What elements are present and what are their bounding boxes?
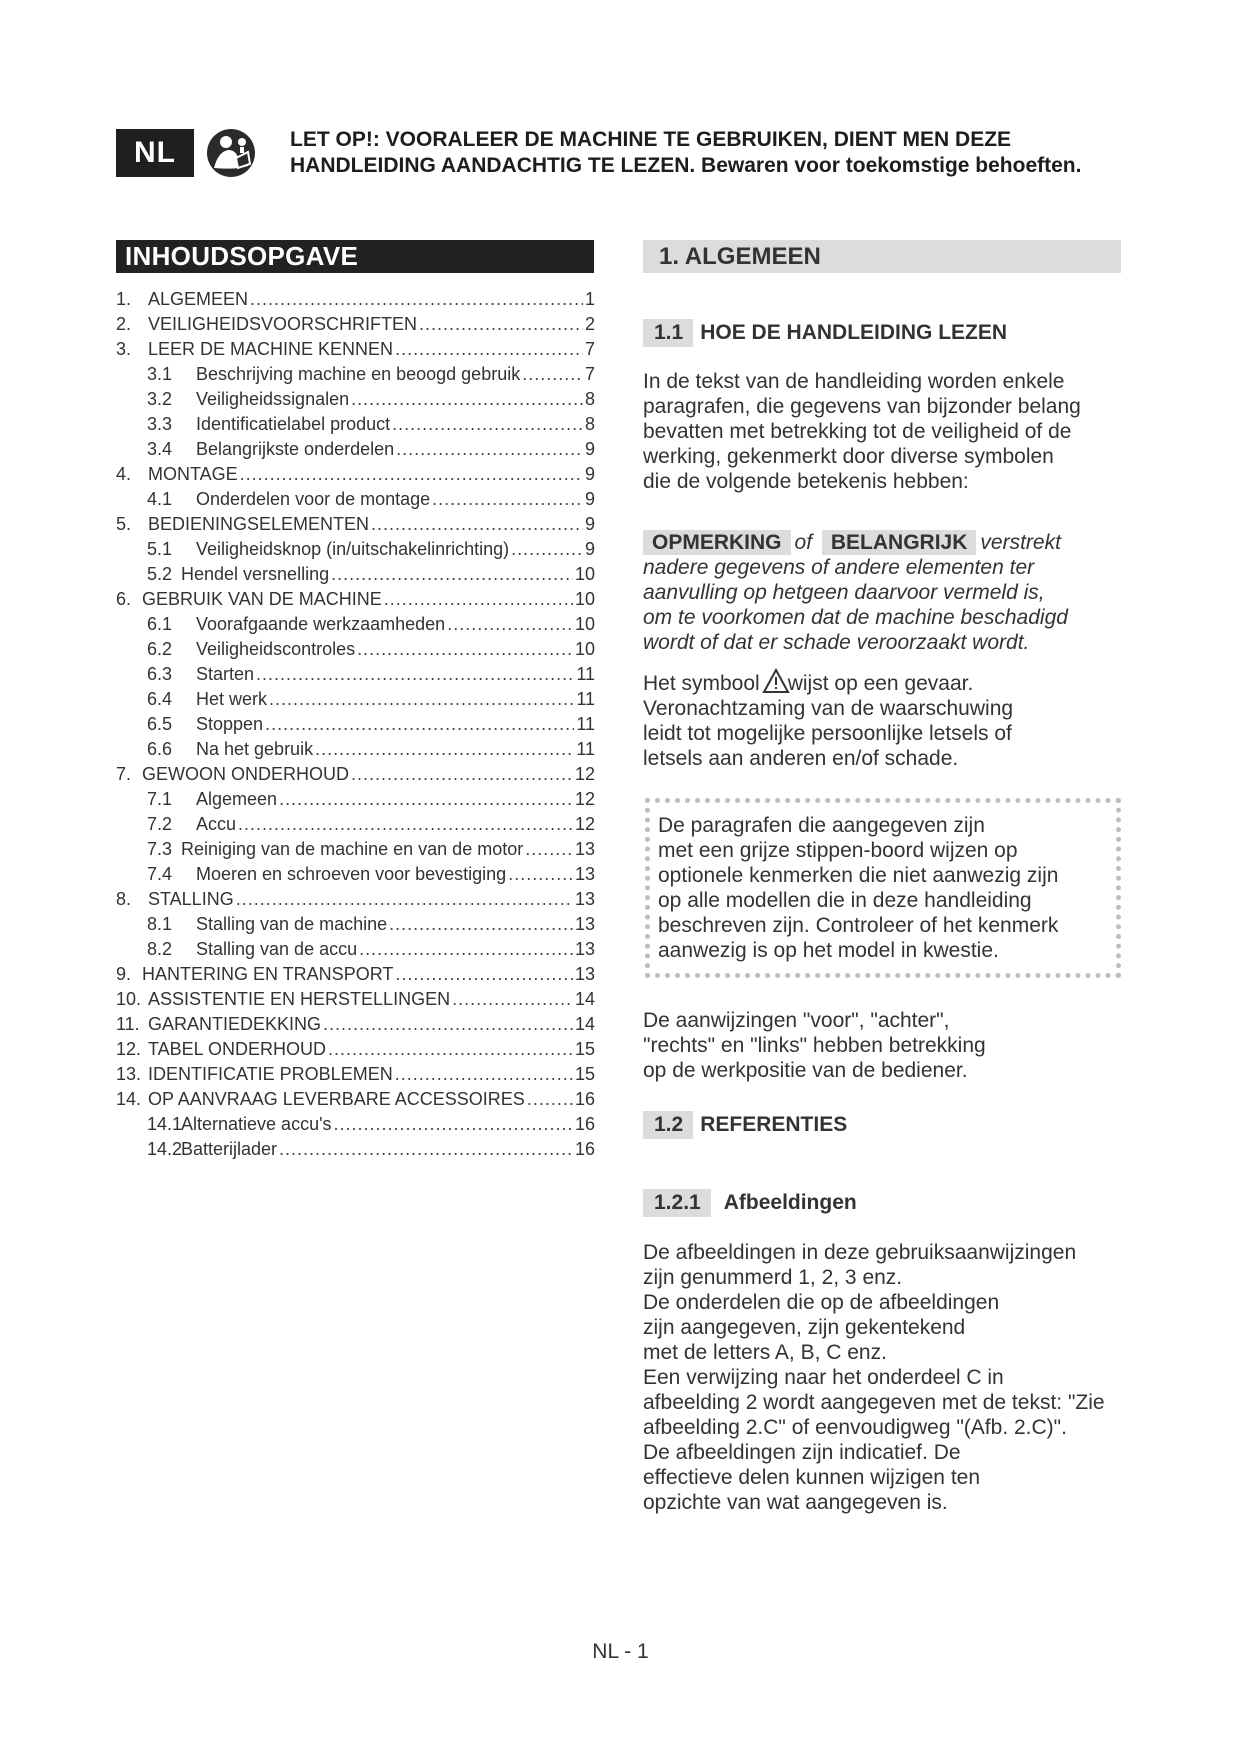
subsection-heading-1-2-1: [643, 1189, 857, 1217]
toc-entry[interactable]: 12. TABEL ONDERHOUD ..... 15: [116, 1039, 595, 1064]
toc-entry[interactable]: 6.6 Na het gebruik ..... 11: [116, 739, 595, 764]
toc-entry[interactable]: 3.2 Veiligheidssignalen ..... 8: [116, 389, 595, 414]
subsection-number: 1.1: [643, 319, 693, 347]
toc-title: INHOUDSOPGAVE: [116, 240, 594, 273]
language-badge: NL: [116, 129, 194, 177]
toc-entry[interactable]: 8.2 Stalling van de accu ..... 13: [116, 939, 595, 964]
toc-entry[interactable]: 6.4 Het werk ..... 11: [116, 689, 595, 714]
toc-entry[interactable]: 6.5 Stoppen ..... 11: [116, 714, 595, 739]
intro-paragraph: In de tekst van de handleiding worden enkele paragrafen, die gegevens van bijzonder belang bevatten met betrekking tot de veiligheid of de werking, gekenmerkt door diverse symbolen die de volgende betekenis hebben:: [643, 370, 1081, 493]
symbol-paragraph: Het symbool wijst op een gevaar. Veronachtzaming van de waarschuwing leidt tot mogelijke persoonlijke letsels of letsels aan anderen en/of schade.: [643, 668, 1133, 771]
toc-entry[interactable]: 4. MONTAGE ..... 9: [116, 464, 595, 489]
note-tag-opmerking: OPMERKING: [643, 530, 791, 555]
section-title-algemeen: 1. ALGEMEEN: [643, 240, 1121, 273]
note-tag-belangrijk: BELANGRIJK: [822, 530, 977, 555]
toc-entry[interactable]: 3.3 Identificatielabel product ..... 8: [116, 414, 595, 439]
toc-entry[interactable]: 3. LEER DE MACHINE KENNEN ..... 7: [116, 339, 595, 364]
toc-entry[interactable]: 7.1 Algemeen ..... 12: [116, 789, 595, 814]
toc-entry[interactable]: 14.1 Alternatieve accu's ..... 16: [116, 1114, 595, 1139]
toc-entry[interactable]: 8.1 Stalling van de machine ..... 13: [116, 914, 595, 939]
subsection-title: REFERENTIES: [700, 1113, 848, 1136]
toc-entry[interactable]: 7. GEWOON ONDERHOUD ..... 12: [116, 764, 595, 789]
toc-entry[interactable]: 4.1 Onderdelen voor de montage ..... 9: [116, 489, 595, 514]
optional-features-text: De paragrafen die aangegeven zijn met een grijze stippen-boord wijzen op optionele kenmerken die niet aanwezig zijn op alle modellen die in deze handleiding beschreven zijn. Controleer of het kenmerk aanwezig is op het model in kwestie.: [658, 814, 1059, 962]
warning-line-2: HANDLEIDING AANDACHTIG TE LEZEN. Bewaren voor toekomstige behoeften.: [290, 154, 1082, 177]
toc-entry[interactable]: 14.2 Batterijlader ..... 16: [116, 1139, 595, 1164]
toc-entry[interactable]: 6.1 Voorafgaande werkzaamheden ..... 10: [116, 614, 595, 639]
toc-entry[interactable]: 1. ALGEMEEN ..... 1: [116, 289, 595, 314]
toc-entry[interactable]: 6. GEBRUIK VAN DE MACHINE ..... 10: [116, 589, 595, 614]
warning-line-1: LET OP!: VOORALEER DE MACHINE TE GEBRUIKEN, DIENT MEN DEZE: [290, 128, 1012, 151]
toc-entry[interactable]: 7.2 Accu ..... 12: [116, 814, 595, 839]
toc-entry[interactable]: 5.2 Hendel versnelling ..... 10: [116, 564, 595, 589]
figures-paragraph: De afbeeldingen in deze gebruiksaanwijzingen zijn genummerd 1, 2, 3 enz. De onderdelen die op de afbeeldingen zijn aangegeven, zijn gekentekend met de letters A, B, C enz. Een verwijzing naar het onderdeel C in afbeelding 2 wordt aangegeven met de tekst: "Zie afbeelding 2.C" of eenvoudigweg "(Afb. 2.C)". De afbeeldingen zijn indicatief. De effectieve delen kunnen wijzigen ten opzichte van wat aangegeven is.: [643, 1241, 1105, 1514]
subsection-heading-1-2: [643, 1111, 847, 1139]
subsection-number: 1.2.1: [643, 1189, 711, 1217]
subsection-heading-1-1: [643, 319, 1007, 347]
toc-entry[interactable]: 10. ASSISTENTIE EN HERSTELLINGEN ..... 14: [116, 989, 595, 1014]
directions-paragraph: De aanwijzingen "voor", "achter", "rechts" en "links" hebben betrekking op de werkpositie van de bediener.: [643, 1009, 986, 1082]
subsection-title: Afbeeldingen: [723, 1191, 857, 1214]
warning-triangle-icon: [762, 668, 790, 694]
page-number: NL - 1: [592, 1640, 649, 1663]
toc-entry[interactable]: 2. VEILIGHEIDSVOORSCHRIFTEN ..... 2: [116, 314, 595, 339]
toc-entry[interactable]: 7.4 Moeren en schroeven voor bevestiging ..... 13: [116, 864, 595, 889]
toc-entry[interactable]: 3.1 Beschrijving machine en beoogd gebruik ..... 7: [116, 364, 595, 389]
toc-entry[interactable]: 11. GARANTIEDEKKING ..... 14: [116, 1014, 595, 1039]
note-paragraph: OPMERKING of BELANGRIJK verstrekt nadere gegevens of andere elementen ter aanvulling op hetgeen daarvoor vermeld is, om te voorkomen dat de machine beschadigd wordt of dat er schade veroorzaakt wordt.: [643, 531, 1068, 654]
toc-entry[interactable]: 5.1 Veiligheidsknop (in/uitschakelinrichting) ..... 9: [116, 539, 595, 564]
toc-entry[interactable]: 9. HANTERING EN TRANSPORT ..... 13: [116, 964, 595, 989]
toc-entry[interactable]: 8. STALLING ..... 13: [116, 889, 595, 914]
toc-entry[interactable]: 6.3 Starten ..... 11: [116, 664, 595, 689]
toc-entry[interactable]: 5. BEDIENINGSELEMENTEN ..... 9: [116, 514, 595, 539]
subsection-title: HOE DE HANDLEIDING LEZEN: [700, 321, 1008, 344]
read-manual-icon: [206, 128, 256, 178]
subsection-number: 1.2: [643, 1111, 693, 1139]
warning-notice: [290, 127, 1170, 179]
toc-entry[interactable]: 3.4 Belangrijkste onderdelen ..... 9: [116, 439, 595, 464]
toc-entry[interactable]: 14. OP AANVRAAG LEVERBARE ACCESSOIRES ..... 16: [116, 1089, 595, 1114]
toc-entry[interactable]: 7.3 Reiniging van de machine en van de motor ..... 13: [116, 839, 595, 864]
toc-entry[interactable]: 6.2 Veiligheidscontroles ..... 10: [116, 639, 595, 664]
toc-entry[interactable]: 13. IDENTIFICATIE PROBLEMEN ..... 15: [116, 1064, 595, 1089]
table-of-contents: [116, 289, 595, 1164]
